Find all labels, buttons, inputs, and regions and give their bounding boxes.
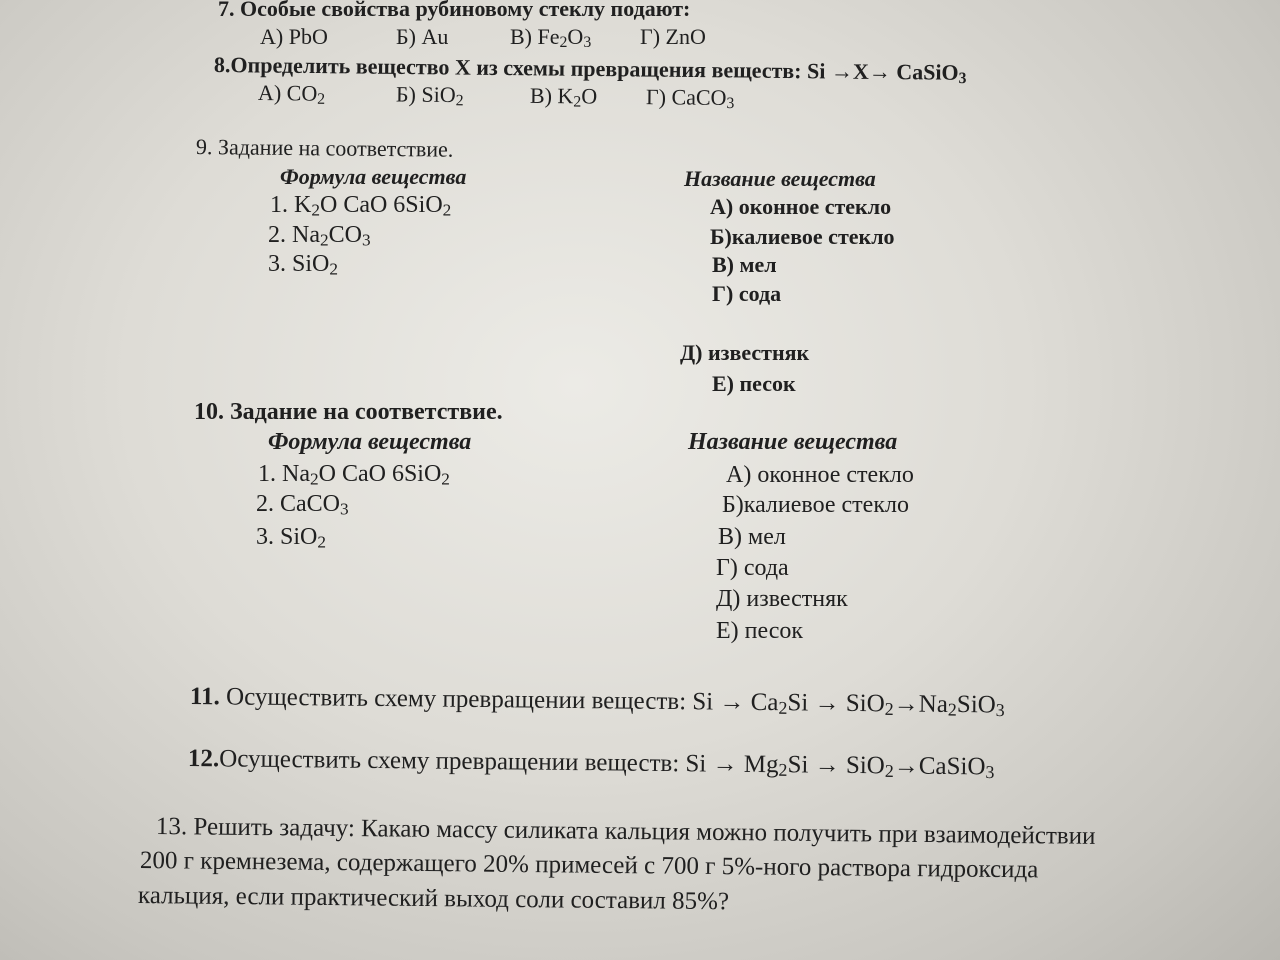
- formula-subscript: 3: [726, 95, 735, 113]
- q9-formula-1: [270, 192, 451, 218]
- q8-option-b: [396, 81, 464, 108]
- formula-subscript: 3: [985, 761, 995, 783]
- formula-text: SiO: [956, 691, 996, 719]
- q13-line-3: кальция, если практический выход соли составил 85%?: [137, 882, 730, 916]
- formula-text: Осуществить схему превращении веществ: Si → Mg: [219, 745, 779, 779]
- q10-title-text: 10. Задание на соответствие.: [194, 399, 503, 425]
- formula-text: →Na: [893, 690, 949, 718]
- q9-right-header: Название вещества: [684, 166, 876, 191]
- formula-subscript: 2: [441, 469, 450, 489]
- formula-subscript: 2: [947, 699, 957, 720]
- q9-name-d: Г) сода: [712, 281, 782, 306]
- formula-text: 3. SiO: [268, 251, 330, 277]
- formula-subscript: 2: [778, 697, 788, 718]
- formula-subscript: 2: [455, 92, 464, 110]
- q9-name-c: В) мел: [712, 252, 777, 277]
- q9-formula-2: [268, 222, 371, 248]
- formula-subscript: 2: [778, 759, 788, 780]
- q8-option-c: [530, 83, 597, 110]
- formula-text: 1. K: [270, 192, 312, 218]
- q10-name-b: Б)калиевое стекло: [722, 492, 909, 518]
- option-label: В): [529, 82, 558, 109]
- formula-text: Осуществить схему превращении веществ: Si → Ca: [225, 683, 779, 717]
- formula-text: O: [581, 83, 598, 109]
- formula-text: CO: [328, 222, 362, 248]
- formula-text: CaCO: [671, 84, 727, 110]
- q7-option-b: [396, 24, 448, 50]
- q9-name-b: Б)калиевое стекло: [710, 224, 895, 249]
- formula-subscript: 2: [329, 259, 338, 279]
- option-label: Г): [640, 24, 666, 49]
- formula-text: K: [557, 83, 574, 109]
- q8-title-sub: 3: [958, 69, 967, 88]
- formula-subscript: 2: [884, 698, 894, 719]
- q10-name-c: В) мел: [718, 524, 786, 550]
- q12-line: [187, 745, 995, 783]
- formula-text: Au: [421, 24, 449, 49]
- formula-subscript: 3: [361, 230, 371, 250]
- q10-name-e: Д) известняк: [716, 586, 848, 612]
- formula-subscript: 3: [583, 34, 592, 52]
- formula-text: Si → SiO: [787, 689, 885, 718]
- q12-text: [219, 745, 995, 783]
- q9-formula-3: [268, 251, 338, 277]
- formula-text: SiO: [421, 81, 456, 108]
- q8-options: [258, 80, 778, 111]
- q7-title: 7. Особые свойства рубиновому стеклу подают:: [218, 0, 691, 21]
- q13-line-1: 13. Решить задачу: Какаю массу силиката кальция можно получить при взаимодействии: [155, 813, 1096, 850]
- q13-line-2: 200 г кремнезема, содержащего 20% примесей с 700 г 5%-ного раствора гидроксида: [139, 847, 1039, 884]
- option-label: А): [257, 80, 287, 106]
- option-label: В): [510, 24, 538, 49]
- q9-left-header: Формула вещества: [280, 164, 467, 189]
- q10-name-f: Е) песок: [716, 618, 804, 644]
- q9-title: 9. Задание на соответствие.: [195, 134, 454, 162]
- formula-subscript: 2: [311, 200, 320, 220]
- option-label: Г): [645, 84, 672, 110]
- formula-text: Fe: [537, 24, 560, 49]
- q11-number: 11.: [189, 683, 221, 711]
- q9-name-e: Д) известняк: [680, 340, 810, 365]
- formula-text: ZnO: [665, 24, 706, 49]
- formula-text: 3. SiO: [256, 524, 318, 550]
- formula-subscript: 2: [884, 760, 894, 781]
- formula-text: O CaO 6SiO: [318, 461, 442, 487]
- q8-title-text: 8.Определить вещество Х из схемы превращения веществ: Si →X→ CaSiO: [213, 52, 959, 85]
- q7-options: [260, 24, 760, 50]
- q10-formula-3: [256, 524, 326, 550]
- q12-number: 12.: [187, 745, 220, 773]
- q7-option-c: [510, 24, 591, 50]
- formula-text: 2. CaCO: [256, 491, 340, 517]
- formula-subscript: 2: [317, 532, 326, 552]
- q9-name-f: Е) песок: [712, 371, 796, 396]
- formula-subscript: 2: [319, 230, 329, 250]
- formula-subscript: 2: [309, 469, 319, 489]
- q10-title: [194, 399, 503, 425]
- q10-formula-2: [256, 491, 349, 517]
- formula-text: Si → SiO: [787, 751, 885, 780]
- formula-text: PbO: [288, 24, 328, 49]
- formula-text: O CaO 6SiO: [319, 192, 443, 218]
- q8-option-a: [258, 80, 325, 107]
- formula-text: 2. Na: [268, 222, 320, 248]
- q10-name-a: А) оконное стекло: [726, 462, 914, 488]
- q10-formula-1: [258, 461, 450, 487]
- q10-left-header: Формула вещества: [268, 429, 472, 455]
- q11-line: [190, 684, 1005, 719]
- formula-subscript: 3: [340, 499, 349, 519]
- formula-text: →CaSiO: [893, 752, 986, 781]
- formula-subscript: 2: [573, 93, 582, 111]
- q7-option-d: [640, 24, 706, 50]
- q7-option-a: [260, 24, 328, 50]
- q8-option-d: [646, 84, 735, 111]
- q10-right-header: Название вещества: [688, 429, 898, 455]
- formula-subscript: 2: [317, 90, 326, 108]
- formula-text: O: [567, 24, 584, 49]
- formula-subscript: 2: [559, 34, 568, 52]
- q11-text: [225, 683, 1005, 721]
- option-label: А): [260, 24, 289, 49]
- option-label: Б): [396, 24, 422, 49]
- option-label: Б): [395, 81, 422, 107]
- formula-text: 1. Na: [258, 461, 310, 487]
- formula-subscript: 3: [995, 700, 1005, 721]
- q9-name-a: А) оконное стекло: [710, 194, 892, 219]
- formula-text: CO: [286, 80, 318, 106]
- formula-subscript: 2: [442, 200, 452, 220]
- q10-name-d: Г) сода: [716, 555, 789, 581]
